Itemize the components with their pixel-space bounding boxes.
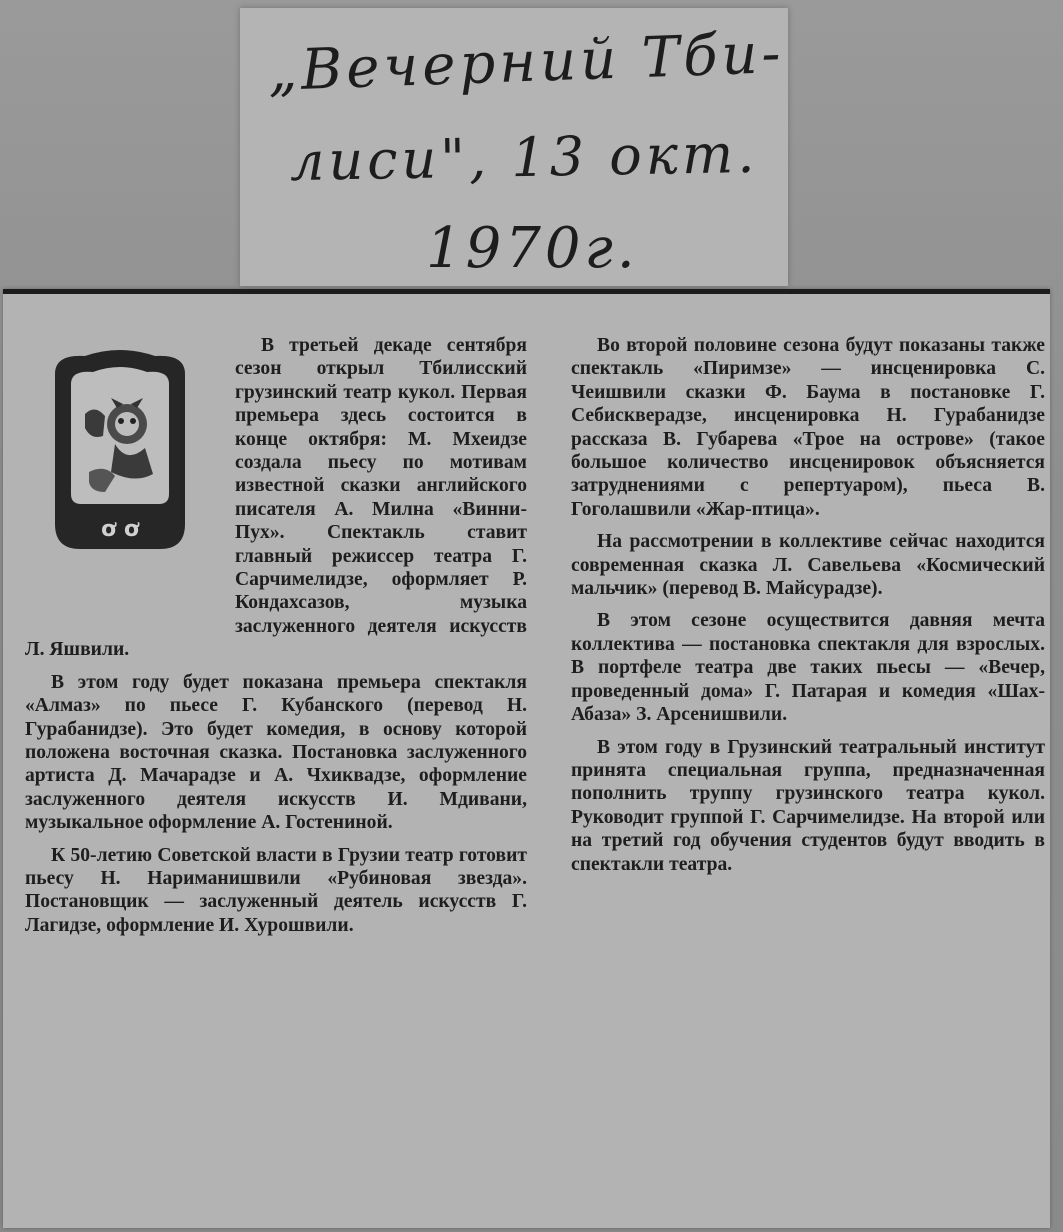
handwritten-source-caption (240, 8, 788, 286)
article-paragraph: На рассмотрении в коллективе сейчас находится современная сказка Л. Савельева «Космический мальчик» (перевод В. Майсурадзе). (571, 531, 1045, 600)
article-paragraph: Во второй половине сезона будут показаны также спектакль «Пиримзе» — инсценировка С. Чеишвили сказки Ф. Баума в постановке Г. Себискверадзе, инсценировка Н. Гурабанидзе рассказа В. Губарева «Трое на острове» (такое большое количество инсценировок объясняется затруднениями с репертуаром), пьеса В. Гоголашвили «Жар-птица». (571, 335, 1045, 520)
article-column-2 (571, 334, 1045, 885)
article-paragraph: К 50-летию Советской власти в Грузии театр готовит пьесу Н. Нариманишвили «Рубиновая звезда». Постановщик — заслуженный деятель искусств Г. Лагидзе, оформление И. Хурошвили. (25, 844, 527, 936)
article-column-1 (25, 334, 527, 946)
emblem-label: ơ ơ (101, 517, 139, 542)
note-line-2: лиси", 13 окт. (289, 121, 759, 194)
article-paragraph: В этом сезоне осуществится давняя мечта коллектива — постановка спектакля для взрослых. В портфеле театра две таких пьесы — «Вечер, проведенный дома» Г. Патарая и комедия «Шах-Абаза» З. Арсенишвили. (571, 610, 1045, 726)
note-line-1: „Вечерний Тби- (267, 21, 786, 104)
article-paragraph: В третьей декаде сентября сезон открыл Тбилисский грузинский театр кукол. Первая премьера здесь состоится в конце октября: М. Мхеидзе создала пьесу по мотивам известной сказки английского писателя А. Милна «Винни-Пух». Спектакль ставит главный режиссер театра Г. Сарчимелидзе, оформляет Р. Кондахсазов, музыка заслуженного деятеля искусств Л. Яшвили. (25, 335, 527, 661)
handwritten-note (240, 8, 788, 286)
note-line-3: 1970г. (426, 216, 639, 281)
newspaper-clipping (3, 289, 1050, 1228)
article-paragraph: В этом году в Грузинский театральный институт принята специальная группа, предназначенная пополнить труппу грузинского театра кукол. Руководит группой Г. Сарчимелидзе. На второй или на третий год обучения студентов будут вводить в спектакли театра. (571, 736, 1045, 875)
article-paragraph: В этом году будет показана премьера спектакля «Алмаз» по пьесе Г. Кубанского (перевод Н. Гурабанидзе). Это будет комедия, в основу которой положена восточная сказка. Постановка заслуженного артиста Д. Мачарадзе и А. Чхиквадзе, оформление заслуженного деятеля искусств И. Мдивани, музыкальное оформление А. Гостениной. (25, 671, 527, 834)
emblem-space (25, 334, 235, 624)
